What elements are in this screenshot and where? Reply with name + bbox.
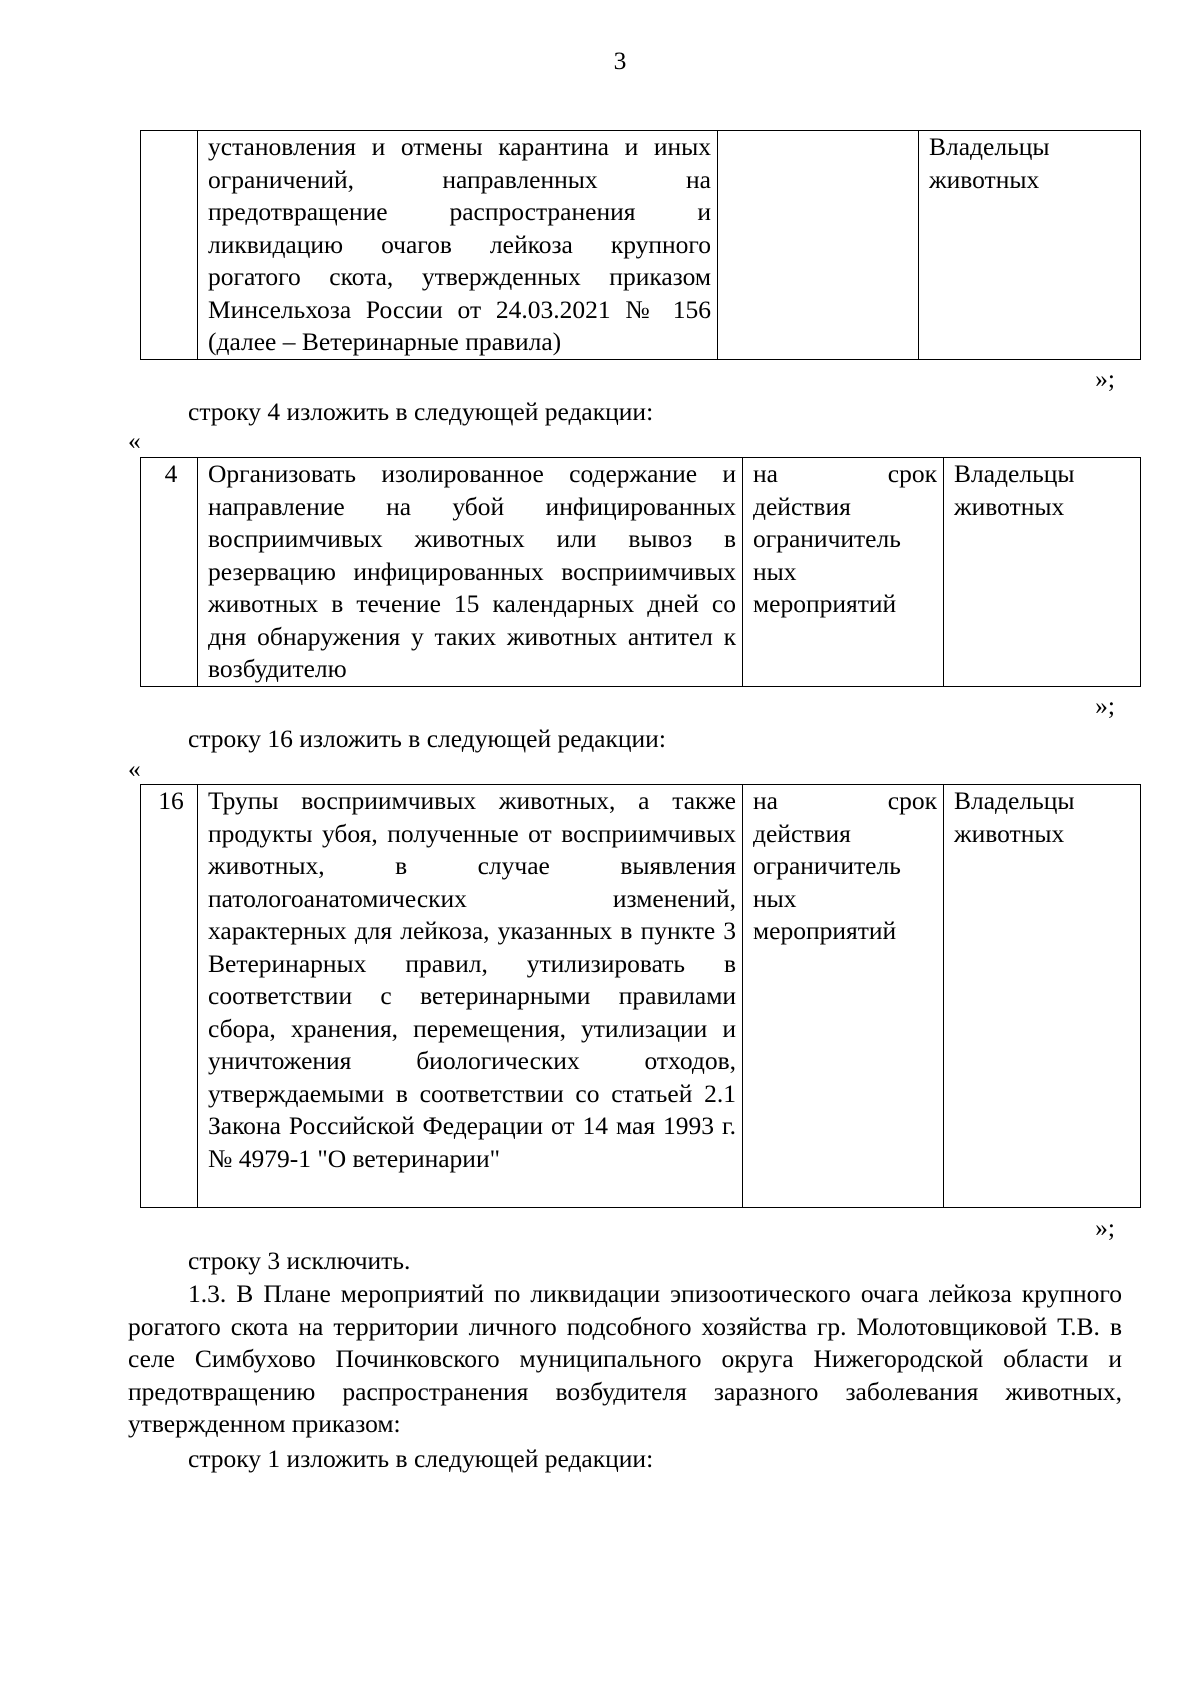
term-cell: на срок действия ограничитель ных мероприятий xyxy=(743,458,944,687)
term-cell: на срок действия ограничитель ных мероприятий xyxy=(743,785,944,1208)
responsible-cell: Владельцы животных xyxy=(944,458,1141,687)
plan-table-continuation xyxy=(140,130,1141,360)
instruction-row-3: строку 3 исключить. xyxy=(188,1246,411,1275)
measure-cell: установления и отмены карантина и иных ограничений, направленных на предотвращение распространения и ликвидацию очагов лейкоза крупного рогатого скота, утвержденных приказом Минсельхоза России от 24.03.2021 № 156 (далее – Ветеринарные правила) xyxy=(198,131,718,360)
table-row xyxy=(141,785,1141,1208)
instruction-row-4: строку 4 изложить в следующей редакции: xyxy=(188,397,654,426)
closing-quote: »; xyxy=(1095,364,1115,393)
row-number-cell: 4 xyxy=(141,458,198,687)
table-row xyxy=(141,458,1141,687)
closing-quote: »; xyxy=(1095,1213,1115,1242)
row-number-cell: 16 xyxy=(141,785,198,1208)
responsible-cell: Владельцы животных xyxy=(944,785,1141,1208)
instruction-row-16: строку 16 изложить в следующей редакции: xyxy=(188,724,666,753)
page-number: 3 xyxy=(613,46,627,75)
opening-quote: « xyxy=(128,754,141,783)
row-number-cell xyxy=(141,131,198,360)
table-row xyxy=(141,131,1141,360)
measure-cell: Организовать изолированное содержание и направление на убой инфицированных восприимчивых животных или вывоз в резервацию инфицированных восприимчивых животных в течение 15 календарных дней со дня обнаружения у таких животных антител к возбудителю xyxy=(198,458,743,687)
term-cell xyxy=(718,131,919,360)
plan-table-row-16 xyxy=(140,784,1141,1208)
instruction-row-1: строку 1 изложить в следующей редакции: xyxy=(188,1444,654,1473)
measure-cell: Трупы восприимчивых животных, а также продукты убоя, полученные от восприимчивых животных, в случае выявления патологоанатомических изменений, характерных для лейкоза, указанных в пункте 3 Ветеринарных правил, утилизировать в соответствии с ветеринарными правилами сбора, хранения, перемещения, утилизации и уничтожения биологических отходов, утверждаемыми в соответствии со статьей 2.1 Закона Российской Федерации от 14 мая 1993 г. № 4979-1 "О ветеринарии" xyxy=(198,785,743,1208)
closing-quote: »; xyxy=(1095,691,1115,720)
plan-table-row-4 xyxy=(140,457,1141,687)
responsible-cell: Владельцы животных xyxy=(919,131,1141,360)
opening-quote: « xyxy=(128,426,141,455)
section-1-3-paragraph: 1.3. В Плане мероприятий по ликвидации эпизоотического очага лейкоза крупного рогатого скота на территории личного подсобного хозяйства гр. Молотовщиковой Т.В. в селе Симбухово Починковского муниципального округа Нижегородской области и предотвращению распространения возбудителя заразного заболевания животных, утвержденном приказом: xyxy=(128,1279,1122,1438)
